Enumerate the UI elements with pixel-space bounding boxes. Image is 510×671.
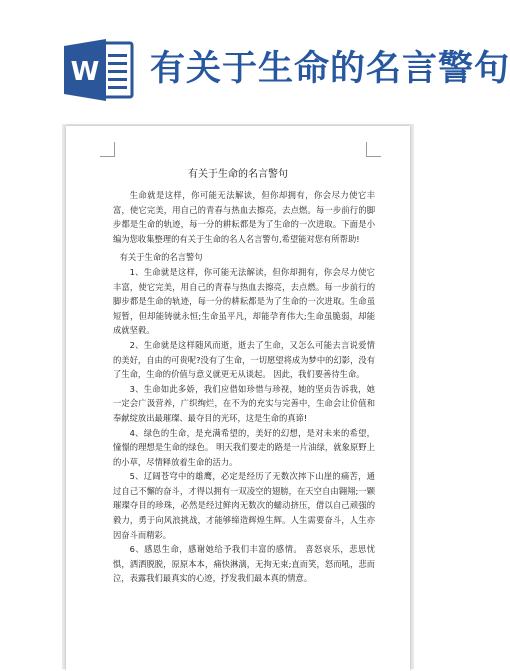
quote-paragraph-6: 6、感恩生命，感谢她给予我们丰富的感情。 喜怒哀乐，悲思忧惧，洒洒脱脱，原原本本，痛快淋漓，无拘无束;直而笑，怒而吼，悲而泣，表露我们最真实的心迹，抒发我们最本真的情意。 <box>113 544 375 584</box>
quote-paragraph-5: 5、辽阔苍穹中的雄鹰，必定是经历了无数次摔下山崖的痛苦，通过自己不懈的奋斗，才得以拥有一双凌空的翅膀，在天空自由翱翔;一颗璀璨夺目的珍珠，必然是经过鲜肉无数次的蠕动挤压，借以自己顽强的毅力，勇于向风浪挑战，才能够缔造辉煌生辉。人生需要奋斗，人生亦因奋斗而精彩。 <box>113 471 375 540</box>
crop-mark-top-right <box>366 142 381 157</box>
section-heading: 有关于生命的名言警句 <box>119 252 203 263</box>
intro-paragraph: 生命就是这样，你可能无法解读，但你却拥有，你会尽力使它丰富，使它完美，用自己的青春与热血去擦亮，去点燃。每一步前行的脚步都是生命的轨迹，每一分的耕耘都是为了生命的一次进取。下面是小编为您收集整理的有关于生命的名人名言警句,希望能对您有所帮助! <box>113 190 375 244</box>
banner <box>0 0 510 135</box>
quote-paragraph-2: 2、生命就是这样随风而逝，逝去了生命，又怎么可能去言说爱情的美好，自由的可贵呢?没有了生命，一切愿望将成为梦中的幻影，没有了生命，生命的价值与意义就更无从谈起。 因此，我们要善待生命。 <box>113 339 375 380</box>
quote-paragraph-1: 1、生命就是这样，你可能无法解读，但你却拥有，你会尽力使它丰富，使它完美，用自己的青春与热血去擦亮，去点燃。每一步前行的脚步都是生命的轨迹，每一分的耕耘都是为了生命的一次进取。生命虽短暂，但却能铸就永恒;生命虽平凡，却能孕育伟大;生命虽脆弱，却能成就坚毅。 <box>113 266 375 336</box>
quote-paragraph-3: 3、生命如此多娇，我们应借如珍惜与珍视，她的坚贞告诉我，她一定会广汲营养，广织绚烂，在不为的充实与完善中，生命会让价值和奉献绽放出最璀璨、最夺目的光环，这是生命的真谛! <box>113 383 375 423</box>
logo-letter: W <box>70 57 100 87</box>
document-title: 有关于生命的名言警句 <box>188 169 288 180</box>
banner-title: 有关于生命的名言警句 <box>150 49 510 89</box>
crop-mark-top-left <box>100 142 115 157</box>
document-body <box>113 188 375 586</box>
quote-paragraph-4: 4、绿色的生命，是充满希望的，美好的幻想，是对未来的希望，憧憬的理想是生命的绿色。 明天我们要走的路是一片油绿，就象原野上的小草，尽情释放着生命的活力。 <box>113 427 375 467</box>
word-logo-icon <box>62 38 136 102</box>
